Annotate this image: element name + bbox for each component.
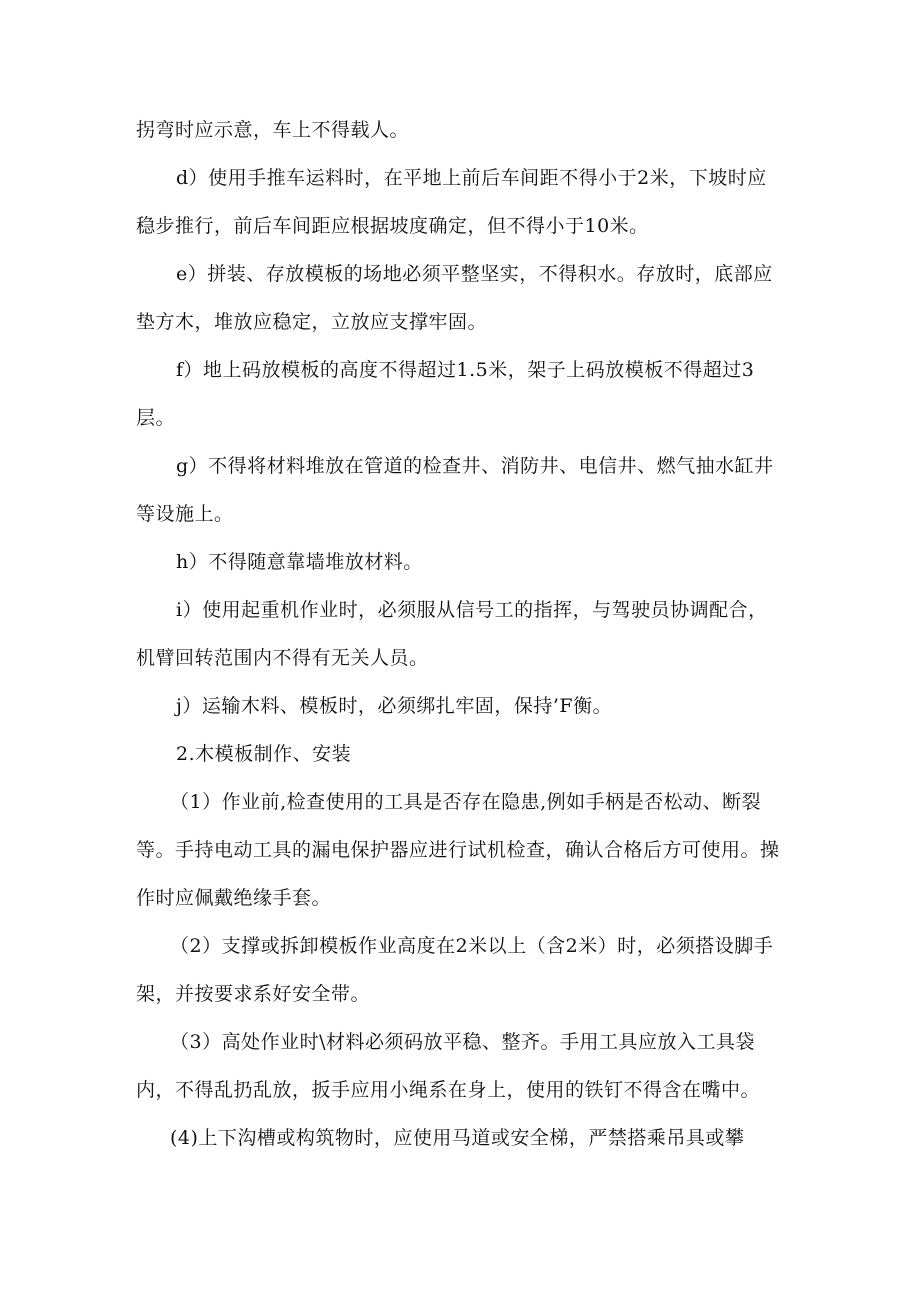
paragraph-d: d）使用手推车运料时，在平地上前后车间距不得小于2米，下坡时应稳步推行，前后车间距应根据坡度确定，但不得小于10米。 (136, 167, 767, 237)
paragraph-continuation: 拐弯时应示意，车上不得载人。 (136, 119, 410, 141)
paragraph-j: j）运输木料、模板时，必须绑扎牢固，保持’F衡。 (176, 695, 613, 717)
paragraph-4: (4)上下沟槽或构筑物时，应使用马道或安全梯，严禁搭乘吊具或攀 (170, 1127, 745, 1149)
paragraph-1: （1）作业前,检查使用的工具是否存在隐患,例如手柄是否松动、断裂等。手持电动工具的漏电保护器应进行试机检查，确认合格后方可使用。操作时应佩戴绝缘手套。 (136, 791, 780, 909)
paragraph-i: i）使用起重机作业时，必须服从信号工的指挥，与驾驶员协调配合，机臂回转范围内不得有无关人员。 (136, 599, 768, 669)
paragraph-e: e）拼装、存放模板的场地必须平整坚实，不得积水。存放时，底部应垫方木，堆放应稳定，立放应支撑牢固。 (136, 263, 773, 333)
paragraph-f: f）地上码放模板的高度不得超过1.5米，架子上码放模板不得超过3层。 (136, 359, 755, 429)
paragraph-h: h）不得随意靠墙堆放材料。 (176, 551, 423, 573)
section-heading: 2.木模板制作、安装 (176, 743, 352, 765)
paragraph-2: （2）支撑或拆卸模板作业高度在2米以上（含2米）时，必须搭设脚手架，并按要求系好安全带。 (136, 935, 774, 1005)
paragraph-3: （3）高处作业时\材料必须码放平稳、整齐。手用工具应放入工具袋内，不得乱扔乱放，扳手应用小绳系在身上，使用的铁钉不得含在嘴中。 (136, 1031, 761, 1101)
paragraph-g: g）不得将材料堆放在管道的检查井、消防井、电信井、燃气抽水缸井等设施上。 (136, 455, 774, 525)
